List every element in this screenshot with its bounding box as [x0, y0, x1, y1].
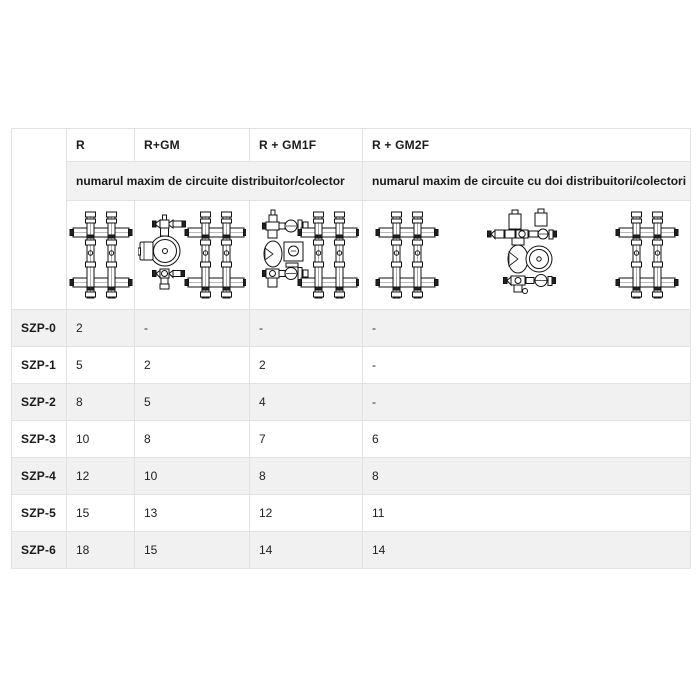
product-image-r — [67, 201, 135, 310]
table-row — [12, 384, 691, 421]
cell-model: SZP-4 — [12, 458, 67, 495]
table-header-titles-row — [12, 129, 691, 162]
cell-model: SZP-3 — [12, 421, 67, 458]
caption-double-manifold: numarul maxim de circuite cu doi distribuitori/colectori — [363, 162, 691, 201]
table-row — [12, 421, 691, 458]
cell-gm1f: 7 — [250, 421, 363, 458]
cell-gm1f: 12 — [250, 495, 363, 532]
manifold-with-pump-diagram — [138, 206, 246, 304]
table-row — [12, 310, 691, 347]
cell-rgm: 10 — [135, 458, 250, 495]
cell-model: SZP-5 — [12, 495, 67, 532]
product-image-rgm — [135, 201, 250, 310]
caption-corner-cell — [12, 162, 67, 201]
table-row — [12, 347, 691, 384]
cell-gm1f: 8 — [250, 458, 363, 495]
cell-rgm: 15 — [135, 532, 250, 569]
specification-table — [11, 128, 691, 569]
table-row — [12, 458, 691, 495]
caption-single-manifold: numarul maxim de circuite distribuitor/colector — [67, 162, 363, 201]
column-header-rgm: R+GM — [135, 129, 250, 162]
cell-r: 5 — [67, 347, 135, 384]
manifold-with-pump-mixing-valve-diagram — [253, 206, 359, 304]
cell-rgm: - — [135, 310, 250, 347]
cell-model: SZP-1 — [12, 347, 67, 384]
table-product-image-row — [12, 201, 691, 310]
cell-gm2f: 8 — [363, 458, 691, 495]
cell-gm1f: 14 — [250, 532, 363, 569]
manifold-diagram — [69, 206, 133, 304]
image-corner-cell — [12, 201, 67, 310]
cell-gm2f: 11 — [363, 495, 691, 532]
header-corner-cell — [12, 129, 67, 162]
product-image-gm2f — [363, 201, 691, 310]
cell-rgm: 5 — [135, 384, 250, 421]
cell-gm2f: 6 — [363, 421, 691, 458]
product-image-gm1f — [250, 201, 363, 310]
dual-manifold-with-pump-diagram — [369, 206, 685, 304]
column-header-gm2f: R + GM2F — [363, 129, 691, 162]
cell-gm1f: - — [250, 310, 363, 347]
cell-rgm: 13 — [135, 495, 250, 532]
table-row — [12, 532, 691, 569]
cell-r: 18 — [67, 532, 135, 569]
cell-r: 15 — [67, 495, 135, 532]
table-header-caption-row — [12, 162, 691, 201]
column-header-r: R — [67, 129, 135, 162]
cell-rgm: 8 — [135, 421, 250, 458]
cell-gm2f: - — [363, 384, 691, 421]
cell-r: 12 — [67, 458, 135, 495]
cell-model: SZP-0 — [12, 310, 67, 347]
cell-gm1f: 4 — [250, 384, 363, 421]
table-row — [12, 495, 691, 532]
column-header-gm1f: R + GM1F — [250, 129, 363, 162]
cell-gm2f: - — [363, 310, 691, 347]
cell-gm2f: 14 — [363, 532, 691, 569]
cell-r: 8 — [67, 384, 135, 421]
cell-model: SZP-6 — [12, 532, 67, 569]
cell-rgm: 2 — [135, 347, 250, 384]
table-body — [12, 310, 691, 569]
cell-gm1f: 2 — [250, 347, 363, 384]
cell-model: SZP-2 — [12, 384, 67, 421]
cell-r: 10 — [67, 421, 135, 458]
cell-r: 2 — [67, 310, 135, 347]
cell-gm2f: - — [363, 347, 691, 384]
